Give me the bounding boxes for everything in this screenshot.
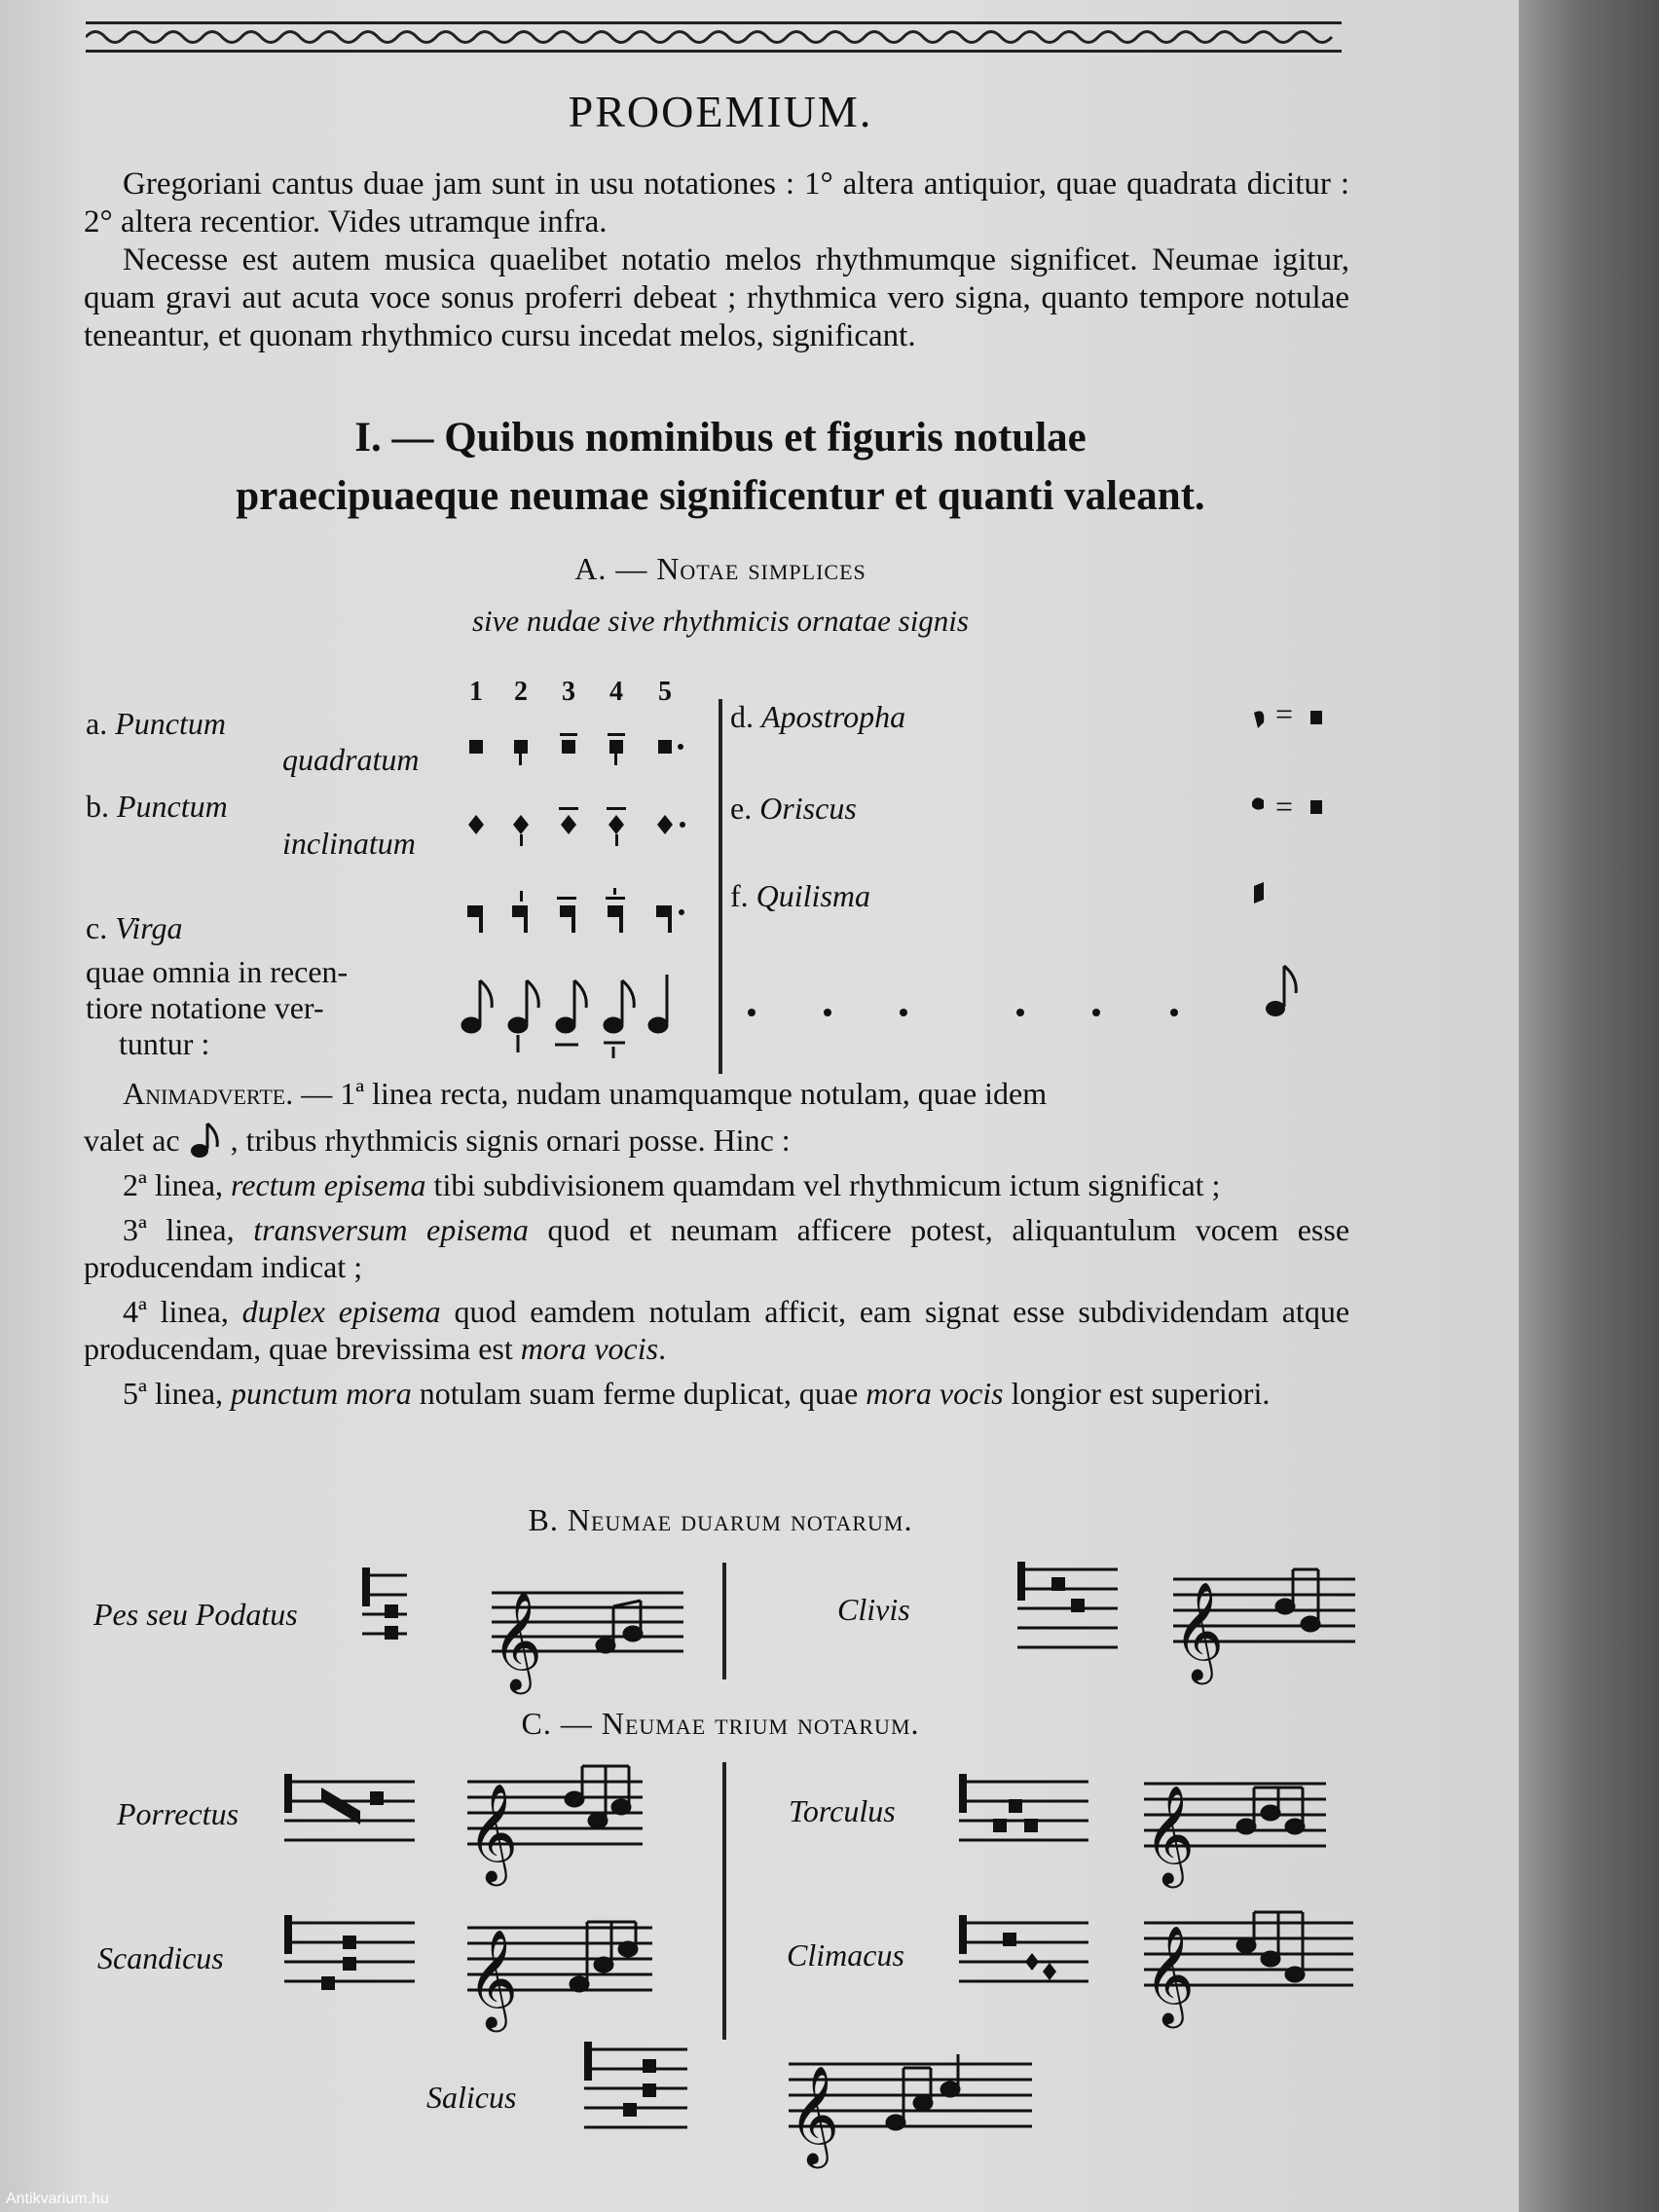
c-clef-glyph	[362, 1567, 370, 1606]
animadverte-text: — 1ª linea recta, nudam unamquamque notulam, quae idem	[301, 1076, 1048, 1111]
treble-clef-icon: 𝄞	[1144, 1784, 1196, 1884]
square-staff	[959, 1782, 1088, 1840]
column-number: 3	[562, 677, 575, 707]
line-4-rule: 4ª linea, duplex episema quod eamdem notulam afficit, eam signat esse subdividendam atque producendam, quae brevissima est mora vocis.	[84, 1294, 1350, 1366]
treble-clef-icon: 𝄞	[1173, 1580, 1225, 1680]
column-number: 5	[658, 677, 672, 707]
row-f-name: Quilisma	[756, 878, 870, 913]
square-note	[623, 2103, 637, 2117]
climacus-label: Climacus	[787, 1937, 904, 1972]
line-5-rule: 5ª linea, punctum mora notulam suam ferme duplicat, quae mora vocis longior est superiori.	[123, 1376, 1271, 1411]
row-c-letter: c.	[86, 910, 108, 945]
section-title-line-1: I. — Quibus nominibus et figuris notulae	[354, 415, 1087, 461]
square-note	[385, 1604, 398, 1618]
treble-clef-icon: 𝄞	[1144, 1924, 1196, 2024]
row-f-letter: f.	[730, 878, 749, 913]
row-e-name: Oriscus	[759, 791, 857, 826]
subsection-c-title: C. — Neumae trium notarum.	[521, 1706, 920, 1741]
porrectus-label: Porrectus	[117, 1796, 240, 1831]
line-3-rule: 3ª linea, transversum episema quod et neumam afficere potest, aliquantulum vocem esse producendam indicat ;	[84, 1212, 1350, 1284]
treble-clef-icon: 𝄞	[789, 2064, 840, 2164]
oriscus-equals: =	[1275, 789, 1294, 824]
c-clef-glyph	[959, 1915, 967, 1954]
row-a-name-2: quadratum	[282, 742, 420, 777]
caption-line: tiore notatione ver-	[86, 990, 324, 1025]
subsection-a-subtitle: sive nudae sive rhythmicis ornatae signis	[471, 604, 969, 638]
c-clef-glyph	[584, 2042, 592, 2081]
section-title-line-2: praecipuaeque neumae significentur et quanti valeant.	[236, 473, 1205, 519]
square-note	[370, 1791, 384, 1805]
porrectus-stroke	[321, 1788, 360, 1825]
square-staff	[284, 1923, 415, 1981]
book-spine	[1519, 0, 1659, 2212]
square-note	[1051, 1577, 1065, 1591]
animadverte-head: Animadverte.	[123, 1076, 294, 1111]
row-b-name: Punctum	[117, 789, 228, 824]
subsection-a-title: A. — Notae simplices	[574, 551, 866, 586]
c-clef-glyph	[284, 1915, 292, 1954]
clivis-label: Clivis	[837, 1592, 910, 1627]
square-staff	[959, 1923, 1088, 1981]
row-b-letter: b.	[86, 789, 109, 824]
square-note	[993, 1819, 1007, 1832]
row-a-letter: a.	[86, 706, 108, 741]
treble-clef-icon: 𝄞	[467, 1928, 519, 2028]
column-number: 1	[469, 677, 483, 707]
square-note	[643, 2059, 656, 2073]
square-note	[385, 1626, 398, 1640]
row-a-name: Punctum	[115, 706, 226, 741]
scandicus-label: Scandicus	[97, 1940, 224, 1975]
torculus-label: Torculus	[789, 1793, 896, 1828]
row-d-name: Apostropha	[761, 699, 906, 734]
square-note	[1024, 1819, 1038, 1832]
caption-line: quae omnia in recen-	[86, 954, 349, 989]
eighth-note	[1302, 1617, 1319, 1631]
square-note	[343, 1957, 356, 1971]
square-note	[1003, 1933, 1016, 1946]
treble-clef-icon: 𝄞	[467, 1782, 519, 1882]
square-note	[343, 1936, 356, 1949]
row-e-letter: e.	[730, 791, 753, 826]
row-b-name-2: inclinatum	[282, 826, 416, 861]
apostropha-equals: =	[1275, 696, 1294, 731]
intro-paragraph-1: Gregoriani cantus duae jam sunt in usu notationes : 1° altera antiquior, quae quadrata dicitur : 2° altera recentior. Vides utramque infra.	[84, 166, 1349, 240]
podatus-label: Pes seu Podatus	[93, 1597, 298, 1632]
eighth-note	[597, 1639, 614, 1652]
c-clef-glyph	[959, 1774, 967, 1813]
subsection-b-title: B. Neumae duarum notarum.	[528, 1502, 913, 1537]
animadverte-text-2a: valet ac	[84, 1123, 180, 1158]
caption-line: tuntur :	[119, 1026, 210, 1061]
square-note	[643, 2083, 656, 2097]
square-note	[321, 1976, 335, 1990]
page-title: PROOEMIUM.	[568, 87, 873, 136]
intro-paragraph-2: Necesse est autem musica quaelibet notatio melos rhythmumque significet. Neumae igitur, quam gravi aut acuta voce sonus proferri debeat ; rhythmica vero signa, quanto tempore notulae teneantur, et quonam rhythmico cursu incedat melos, significant.	[84, 242, 1349, 353]
row-d-letter: d.	[730, 699, 754, 734]
c-clef-glyph	[284, 1774, 292, 1813]
eighth-note	[624, 1627, 642, 1641]
salicus-label: Salicus	[426, 2080, 517, 2115]
square-staff	[1017, 1569, 1118, 1647]
line-2-rule: 2ª linea, rectum episema tibi subdivisionem quamdam vel rhythmicum ictum significat ;	[123, 1167, 1221, 1202]
column-number: 2	[514, 677, 528, 707]
column-number: 4	[609, 677, 623, 707]
treble-clef-icon: 𝄞	[492, 1590, 543, 1690]
c-clef-glyph	[1017, 1562, 1025, 1601]
animadverte-text-2b: , tribus rhythmicis signis ornari posse. Hinc :	[230, 1123, 791, 1158]
square-note	[1009, 1799, 1022, 1813]
watermark: Antikvarium.hu	[6, 2191, 109, 2207]
square-note	[1071, 1599, 1085, 1612]
diamond-note	[1043, 1963, 1056, 1980]
eighth-note	[1276, 1600, 1294, 1613]
diamond-note	[1025, 1953, 1039, 1971]
row-c-name: Virga	[115, 910, 183, 945]
